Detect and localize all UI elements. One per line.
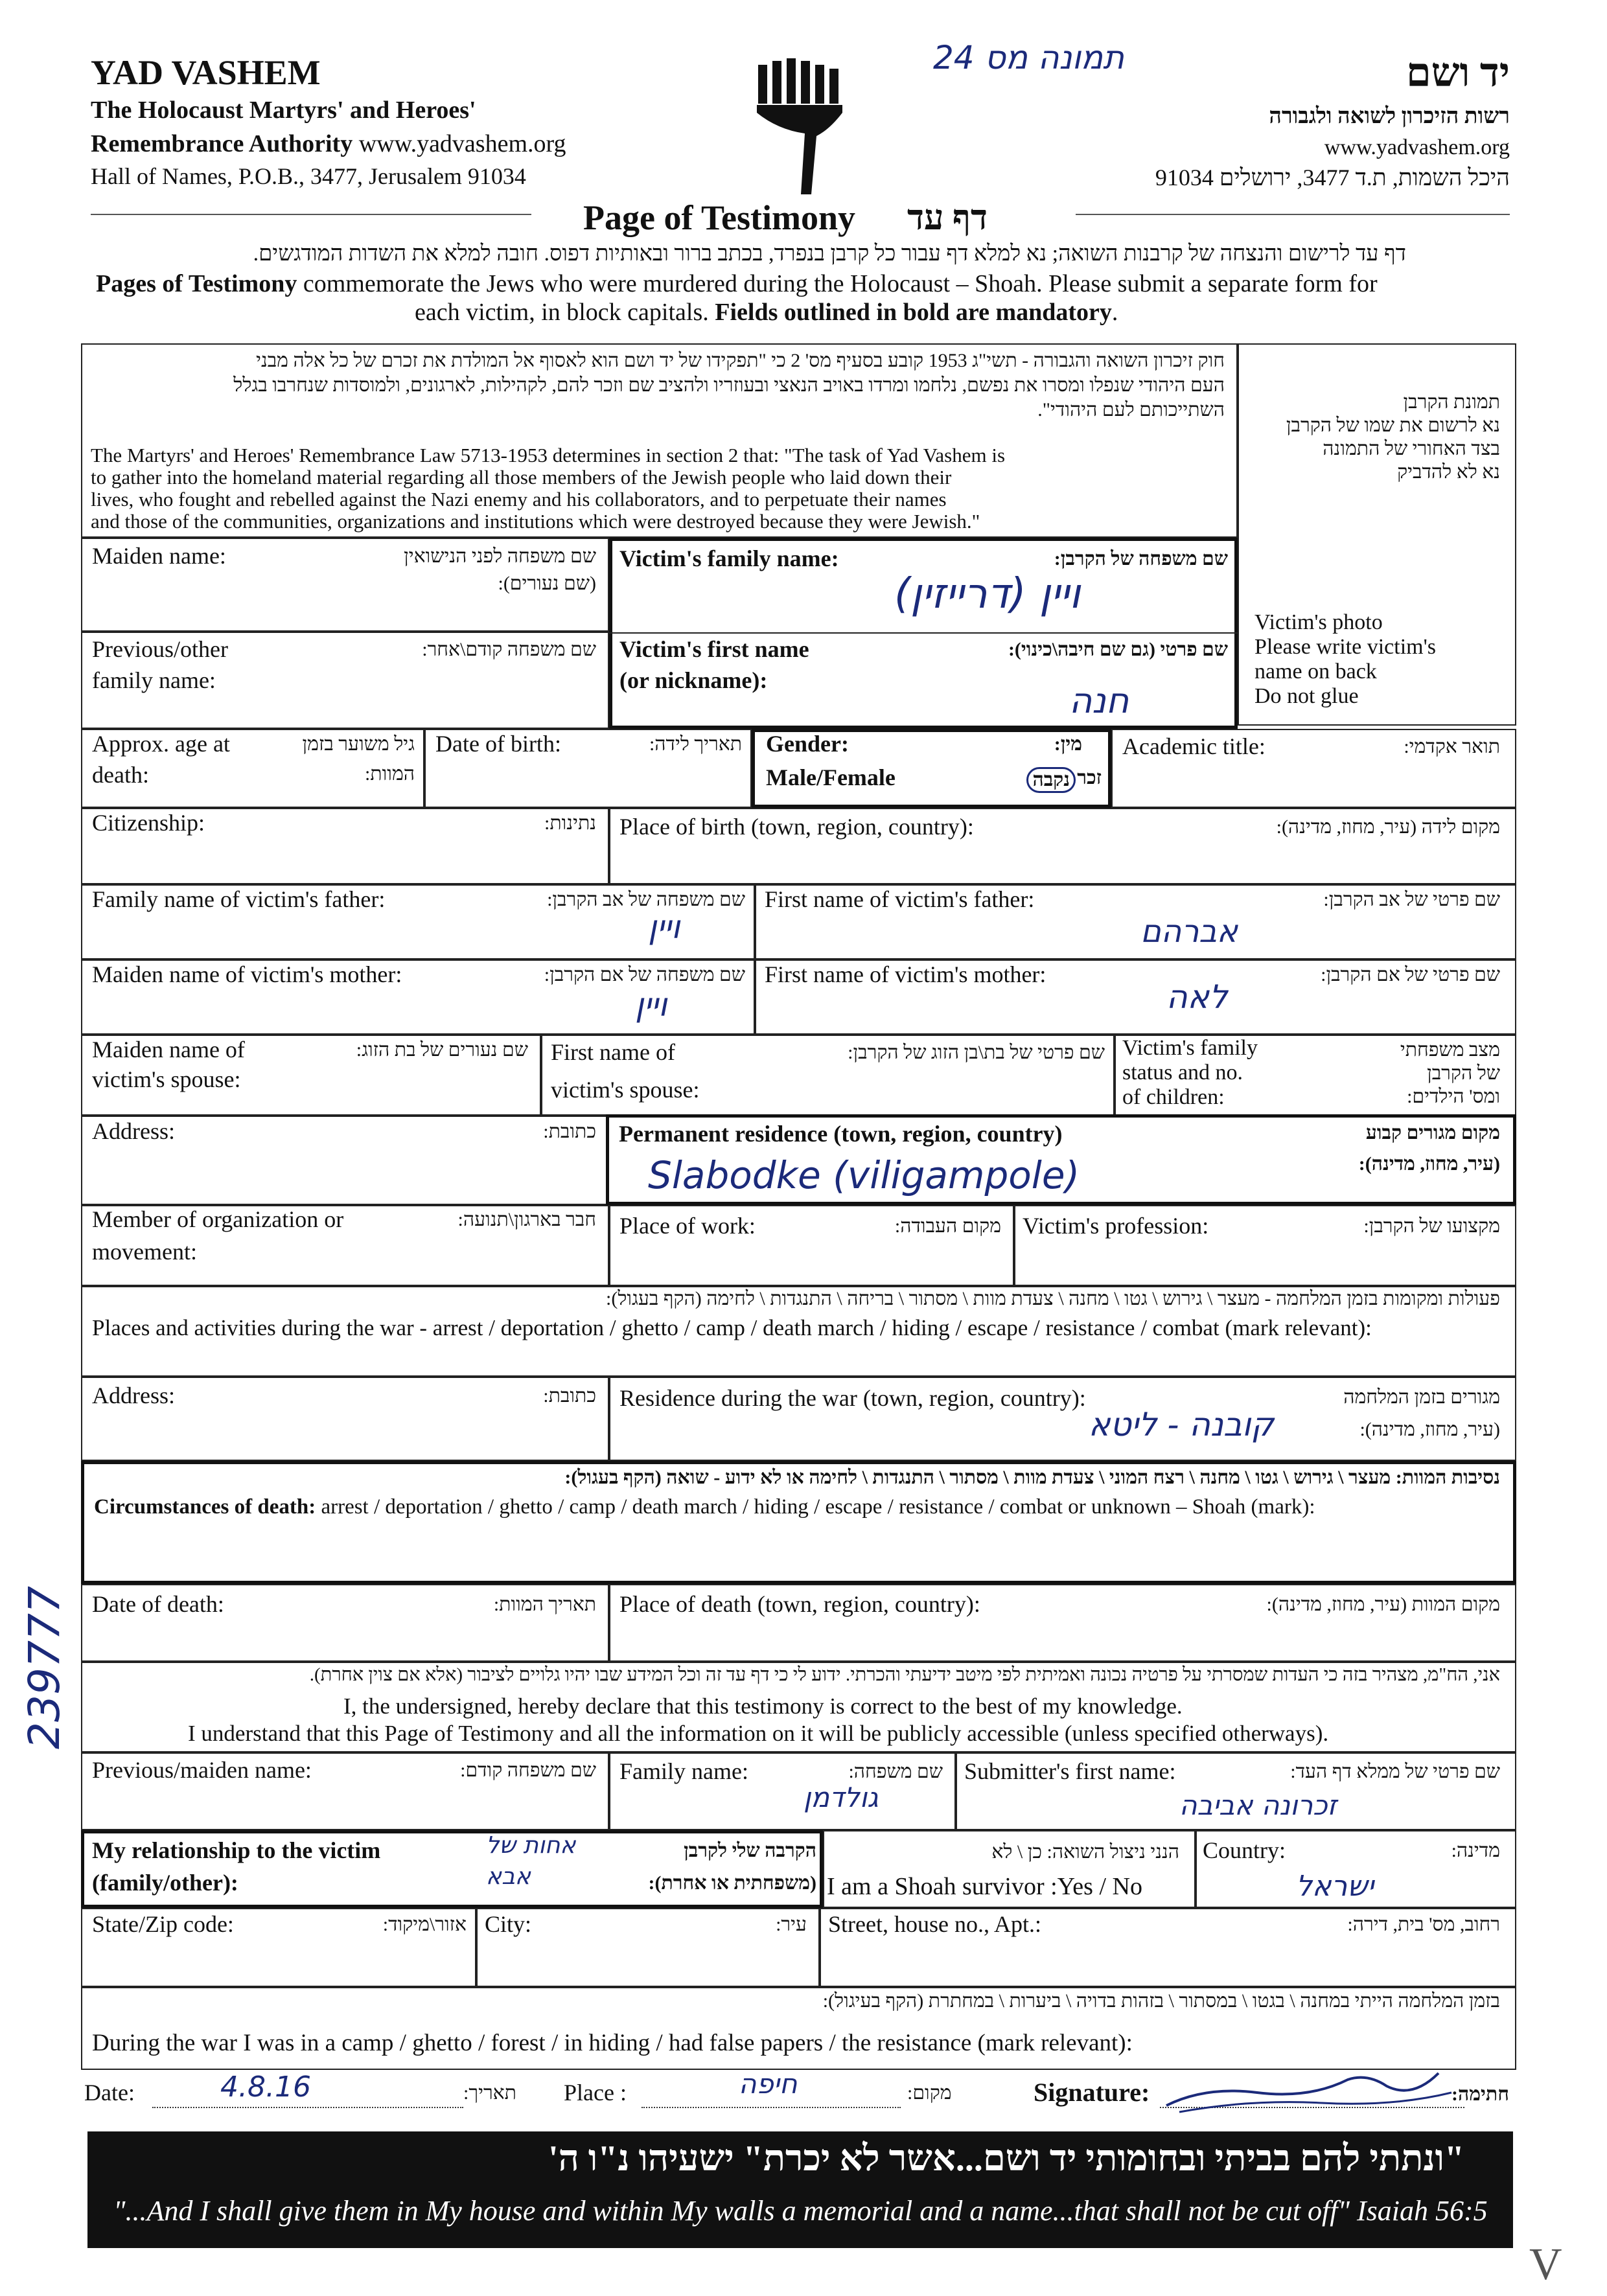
- org-subtitle-2-text: Remembrance Authority: [91, 130, 353, 157]
- circumstances-label: [94, 1494, 1315, 1520]
- submitter-previous-label-he: שם משפחה קודם:: [460, 1760, 596, 1781]
- submitter-family-label-he: שם משפחה:: [848, 1761, 943, 1782]
- mother-maiden-value[interactable]: ויין: [635, 986, 667, 1024]
- yad-vashem-logo: [752, 58, 849, 194]
- date-label: Date:: [84, 2080, 135, 2106]
- photo-he-2: נא לרשום את שמו של הקרבן: [1286, 415, 1500, 436]
- declaration-he: אני, הח"מ, מצהיר בזה כי העדות שמסרתי על פרטיה נכונה ואמיתית לפי מיטב ידיעתי והכרתי. ידוע לי כי דף עד זה וכל המידע שבו יהיו גלויים לציבור (אלא אם צוין אחרת).: [309, 1664, 1500, 1685]
- law-he-2: העם היהודי שנפלו ומסרו את נפשם, נלחמו ומרדו באויב הנאצי ובעוזריו ולהציב שם וזכר להם, לקהילות, לארגונים, ולמוסדות שנחרבו בגלל: [233, 374, 1225, 396]
- address-label: Address:: [92, 1118, 175, 1144]
- family-status-label-1: Victim's family: [1122, 1036, 1258, 1060]
- intro-en-2c: .: [1111, 299, 1118, 326]
- war-residence-value[interactable]: קובנה - ליטא: [1089, 1406, 1274, 1443]
- page-title-he: דף עד: [907, 198, 988, 237]
- father-family-label: Family name of victim's father:: [92, 886, 386, 912]
- org-name-en: YAD VASHEM: [91, 53, 321, 92]
- country-label: Country:: [1203, 1837, 1286, 1863]
- submitter-family-value[interactable]: גולדמן: [804, 1782, 879, 1813]
- margin-id-number: 239777: [19, 1586, 69, 1749]
- age-label-he-2: המוות:: [364, 763, 415, 785]
- spouse-first-label-he: שם פרטי של בת\בן הזוג של הקרבן:: [848, 1042, 1105, 1063]
- street-label-he: רחוב, מס' בית, דירה:: [1347, 1914, 1500, 1935]
- war-activities-label: Places and activities during the war - arrest / deportation / ghetto / camp / death march / hiding / escape / resistance / combat (mark relevant):: [92, 1315, 1372, 1340]
- war-residence-label: Residence during the war (town, region, country):: [619, 1385, 1086, 1411]
- street-label: Street, house no., Apt.:: [828, 1911, 1041, 1937]
- place-of-death-label: Place of death (town, region, country):: [619, 1591, 980, 1617]
- org-subtitle-he: רשות הזיכרון לשואה ולגבורה: [1269, 104, 1510, 128]
- address-he: היכל השמות, ת.ד 3477, ירושלים 91034: [1155, 165, 1510, 190]
- previous-name-label-1: Previous/other: [92, 636, 228, 662]
- relationship-label-2: (family/other):: [92, 1870, 238, 1896]
- spouse-first-label-1: First name of: [551, 1039, 675, 1065]
- mother-maiden-label-he: שם משפחה של אם הקרבן:: [544, 964, 745, 985]
- mother-first-label: First name of victim's mother:: [765, 961, 1046, 987]
- relationship-value-2[interactable]: אבא: [486, 1863, 531, 1890]
- gender-label-2: Male/Female: [766, 764, 896, 790]
- spouse-maiden-label-1: Maiden name of: [92, 1037, 245, 1062]
- war-residence-label-he-1: מגורים בזמן המלחמה: [1343, 1386, 1500, 1408]
- photo-he-1: תמונת הקרבן: [1403, 391, 1500, 413]
- org-name-he: יד ושם: [1405, 51, 1510, 95]
- profession-label-he: מקצועו של הקרבן:: [1363, 1215, 1500, 1237]
- age-label-2: death:: [92, 762, 149, 788]
- margin-check-mark: V: [1529, 2240, 1562, 2290]
- permanent-residence-label: Permanent residence (town, region, country): [619, 1121, 1063, 1147]
- place-of-birth-label: Place of birth (town, region, country):: [619, 814, 974, 840]
- state-zip-label-he: אזור\מיקוד:: [382, 1914, 467, 1935]
- family-status-label-he-2: של הקרבן: [1427, 1062, 1500, 1084]
- law-en-2: to gather into the homeland material regarding all those members of the Jewish people who laid down their: [91, 466, 952, 488]
- family-name-label: Victim's family name:: [619, 545, 839, 571]
- war-residence-label-he-2: (עיר, מחוז, מדינה):: [1359, 1419, 1500, 1440]
- family-status-label-he-3: ומס' הילדים:: [1407, 1086, 1500, 1107]
- photo-en-2: Please write victim's: [1254, 635, 1436, 659]
- citizenship-label: Citizenship:: [92, 810, 205, 836]
- relationship-label-1: My relationship to the victim: [92, 1837, 381, 1863]
- relationship-value-1[interactable]: אחות של: [486, 1832, 576, 1859]
- org-subtitle-1: The Holocaust Martyrs' and Heroes': [91, 97, 476, 124]
- place-line: [642, 2107, 901, 2108]
- date-of-death-label: Date of death:: [92, 1591, 224, 1617]
- survivor-label: I am a Shoah survivor :Yes / No: [827, 1873, 1142, 1900]
- family-status-label-2: status and no.: [1122, 1061, 1243, 1085]
- intro-en-2a: each victim, in block capitals.: [415, 299, 715, 326]
- signature-mark[interactable]: [1153, 2060, 1464, 2118]
- website-he: www.yadvashem.org: [1324, 135, 1510, 159]
- submitter-first-value[interactable]: זכרונה אביבה: [1179, 1789, 1337, 1821]
- place-label: Place :: [564, 2080, 627, 2106]
- photo-number-note: 24 תמונה מס: [933, 39, 1124, 76]
- photo-en-4: Do not glue: [1254, 684, 1359, 708]
- member-label-he: חבר בארגון\תנועה:: [457, 1209, 596, 1230]
- mother-first-value[interactable]: לאה: [1166, 978, 1228, 1016]
- permanent-residence-label-he-2: (עיר, מחוז, מדינה):: [1358, 1153, 1500, 1175]
- family-name-label-he: שם משפחה של הקרבן:: [1054, 548, 1228, 569]
- work-label: Place of work:: [619, 1213, 756, 1239]
- submitter-war-label: During the war I was in a camp / ghetto / forest / in hiding / had false papers / the resistance (mark relevant):: [92, 2030, 1133, 2056]
- maiden-label: Maiden name:: [92, 543, 226, 569]
- survivor-label-he: הנני ניצול השואה: כן \ לא: [991, 1841, 1179, 1863]
- permanent-residence-value[interactable]: Slabodke (viligampole): [648, 1153, 1080, 1197]
- first-name-label-1: Victim's first name: [619, 636, 809, 662]
- footer-quote-he: "ונתתי להם בביתי ובחומותי יד ושם...אשר לא יכרת" ישעיהו נ"ו ה': [548, 2139, 1464, 2179]
- declaration-en-2: I understand that this Page of Testimony and all the information on it will be publicly accessible (unless specified otherways).: [188, 1721, 1329, 1746]
- place-label-he: מקום:: [907, 2082, 952, 2104]
- submitter-first-label: Submitter's first name:: [964, 1758, 1176, 1784]
- first-name-label-2: (or nickname):: [619, 667, 768, 693]
- photo-he-3: בצד האחורי של התמונה: [1323, 438, 1500, 459]
- citizenship-label-he: נתינות:: [544, 812, 596, 834]
- academic-label-he: תואר אקדמי:: [1404, 736, 1500, 757]
- age-label-he-1: גיל משוער בזמן: [302, 733, 415, 755]
- spouse-maiden-label-he: שם נעורים של בת הזוג:: [356, 1039, 528, 1061]
- circumstances-label-he: נסיבות המוות: מעצר \ גירוש \ גטו \ מחנה \ רצח המוני \ צעדת מוות \ מסתור \ התנגדות \ לחימה או לא ידוע - שואה (הקף בעגול):: [564, 1467, 1500, 1488]
- org-subtitle-2: [91, 131, 566, 157]
- date-value[interactable]: 4.8.16: [220, 2071, 311, 2104]
- gender-female-he[interactable]: נקבה: [1026, 767, 1076, 793]
- academic-label: Academic title:: [1122, 733, 1266, 759]
- circumstances-label-text: arrest / deportation / ghetto / camp / death march / hiding / escape / resistance / combat or unknown – Shoah (mark):: [316, 1495, 1315, 1519]
- intro-en-2b: Fields outlined in bold are mandatory: [715, 299, 1112, 326]
- footer-quote-en: "...And I shall give them in My house and within My walls a memorial and a name...that shall not be cut off" Isaiah 56:5: [113, 2195, 1488, 2227]
- member-label-1: Member of organization or: [92, 1206, 344, 1232]
- first-name-label-he: שם פרטי (גם שם חיבה\כינוי):: [1008, 639, 1228, 660]
- place-value[interactable]: חיפה: [739, 2068, 798, 2100]
- country-value[interactable]: ישראל: [1296, 1870, 1374, 1903]
- law-en-4: and those of the communities, organizations and institutions which were destroyed because they were Jewish.": [91, 510, 980, 533]
- date-line: [152, 2107, 463, 2108]
- family-status-label-he-1: מצב משפחתי: [1400, 1039, 1500, 1061]
- relationship-label-he-1: הקרבה שלי לקרבן: [684, 1840, 816, 1861]
- relationship-label-he-2: (משפחתית או אחרת):: [648, 1872, 816, 1894]
- submitter-family-label: Family name:: [619, 1758, 748, 1784]
- profession-label: Victim's profession:: [1023, 1213, 1209, 1239]
- photo-en-1: Victim's photo: [1254, 610, 1383, 634]
- spouse-maiden-label-2: victim's spouse:: [92, 1066, 241, 1092]
- law-en-1: The Martyrs' and Heroes' Remembrance Law 5713-1953 determines in section 2 that: "The task of Yad Vashem is: [91, 444, 1006, 466]
- war-address-label: Address:: [92, 1383, 175, 1408]
- address-en: Hall of Names, P.O.B., 3477, Jerusalem 91034: [91, 163, 526, 189]
- first-name-value[interactable]: חנה: [1069, 680, 1129, 721]
- signature-label-he: חתימה:: [1451, 2084, 1509, 2105]
- gender-label-he: מין:: [1054, 733, 1082, 755]
- work-label-he: מקום העבודה:: [894, 1215, 1001, 1237]
- header-rule-left: [91, 214, 531, 215]
- maiden-label-he2: (שם נעורים):: [498, 573, 596, 594]
- intro-en-line1: [96, 271, 1378, 297]
- city-label-he: עיר:: [776, 1914, 807, 1935]
- circumstances-label-bold: Circumstances of death:: [94, 1495, 316, 1519]
- member-label-2: movement:: [92, 1239, 197, 1265]
- family-status-label-3: of children:: [1122, 1085, 1225, 1109]
- country-label-he: מדינה:: [1451, 1840, 1500, 1861]
- previous-name-label-he: שם משפחה קודם\אחר:: [422, 639, 596, 660]
- father-first-label: First name of victim's father:: [765, 886, 1035, 912]
- father-family-value[interactable]: ויין: [648, 908, 680, 946]
- age-label-1: Approx. age at: [92, 731, 230, 757]
- city-label: City:: [485, 1911, 532, 1937]
- father-first-label-he: שם פרטי של אב הקרבן:: [1323, 889, 1500, 910]
- declaration-en-1: I, the undersigned, hereby declare that this testimony is correct to the best of my knowledge.: [343, 1693, 1183, 1719]
- law-he-1: חוק זיכרון השואה והגבורה - תשי"ג 1953 קובע בסעיף מס' 2 כי "תפקידו של יד ושם הוא לאסוף אל המולדת את זכרם של כל אלה מבני: [256, 350, 1225, 371]
- war-activities-label-he: פעולות ומקומות בזמן המלחמה - מעצר \ גירוש \ גטו \ מחנה \ צעדת מוות \ מסתור \ בריחה \ התנגדות \ לחימה (הקף בעגול):: [606, 1288, 1500, 1309]
- permanent-residence-label-he-1: מקום מגורים קבוע: [1365, 1122, 1500, 1143]
- father-family-label-he: שם משפחה של אב הקרבן:: [547, 889, 745, 910]
- spouse-first-label-2: victim's spouse:: [551, 1077, 700, 1103]
- dob-label: Date of birth:: [435, 731, 561, 757]
- website-en: www.yadvashem.org: [358, 130, 566, 157]
- intro-en-bold: Pages of Testimony: [96, 270, 297, 297]
- law-he-3: השתייכותם לעם היהודי".: [1037, 399, 1225, 420]
- war-address-label-he: כתובת:: [543, 1385, 596, 1406]
- submitter-first-label-he: שם פרטי של ממלא דף העד:: [1290, 1761, 1500, 1782]
- submitter-previous-label: Previous/maiden name:: [92, 1757, 312, 1783]
- date-label-he: תאריך:: [463, 2082, 516, 2104]
- intro-en-line2: [415, 299, 1118, 325]
- signature-label: Signature:: [1034, 2078, 1150, 2107]
- submitter-war-label-he: בזמן המלחמה הייתי במחנה \ בגטו \ במסתור \ בזהות בדויה \ ביערות \ במחתרת (הקף בעיגול):: [822, 1990, 1500, 2012]
- header-rule-right: [1076, 214, 1510, 215]
- previous-name-label-2: family name:: [92, 667, 216, 693]
- victim-name-divider: [609, 632, 1238, 634]
- address-label-he: כתובת:: [543, 1121, 596, 1142]
- dob-label-he: תאריך לידה:: [649, 733, 742, 755]
- mother-maiden-label: Maiden name of victim's mother:: [92, 961, 402, 987]
- father-first-value[interactable]: אברהם: [1140, 913, 1238, 950]
- photo-he-4: נא לא להדביק: [1397, 461, 1500, 483]
- photo-en-3: name on back: [1254, 660, 1377, 683]
- law-en-3: lives, who fought and rebelled against the Nazi enemy and his collaborators, and to perpetuate their names: [91, 488, 947, 511]
- place-of-death-label-he: מקום המוות (עיר, מחוז, מדינה):: [1266, 1594, 1500, 1615]
- page-title: Page of Testimony: [583, 198, 856, 237]
- gender-male-he[interactable]: זכר: [1077, 767, 1102, 788]
- mother-first-label-he: שם פרטי של אם הקרבן:: [1321, 964, 1500, 985]
- gender-label-1: Gender:: [766, 731, 849, 757]
- state-zip-label: State/Zip code:: [92, 1911, 234, 1937]
- intro-he: דף עד לרישום והנצחה של קרבנות השואה; נא למלא דף עבור כל קרבן בנפרד, בכתב ברור ובאותיות דפוס. חובה למלא את השדות המודגשים.: [253, 242, 1406, 266]
- intro-en-1: commemorate the Jews who were murdered during the Holocaust – Shoah. Please submit a separate form for: [297, 270, 1378, 297]
- maiden-label-he: שם משפחה לפני הנישואין: [404, 545, 596, 567]
- family-name-value[interactable]: ויין (דרייזין): [894, 570, 1081, 618]
- date-of-death-label-he: תאריך המוות:: [493, 1594, 596, 1615]
- place-of-birth-label-he: מקום לידה (עיר, מחוז, מדינה):: [1276, 816, 1500, 838]
